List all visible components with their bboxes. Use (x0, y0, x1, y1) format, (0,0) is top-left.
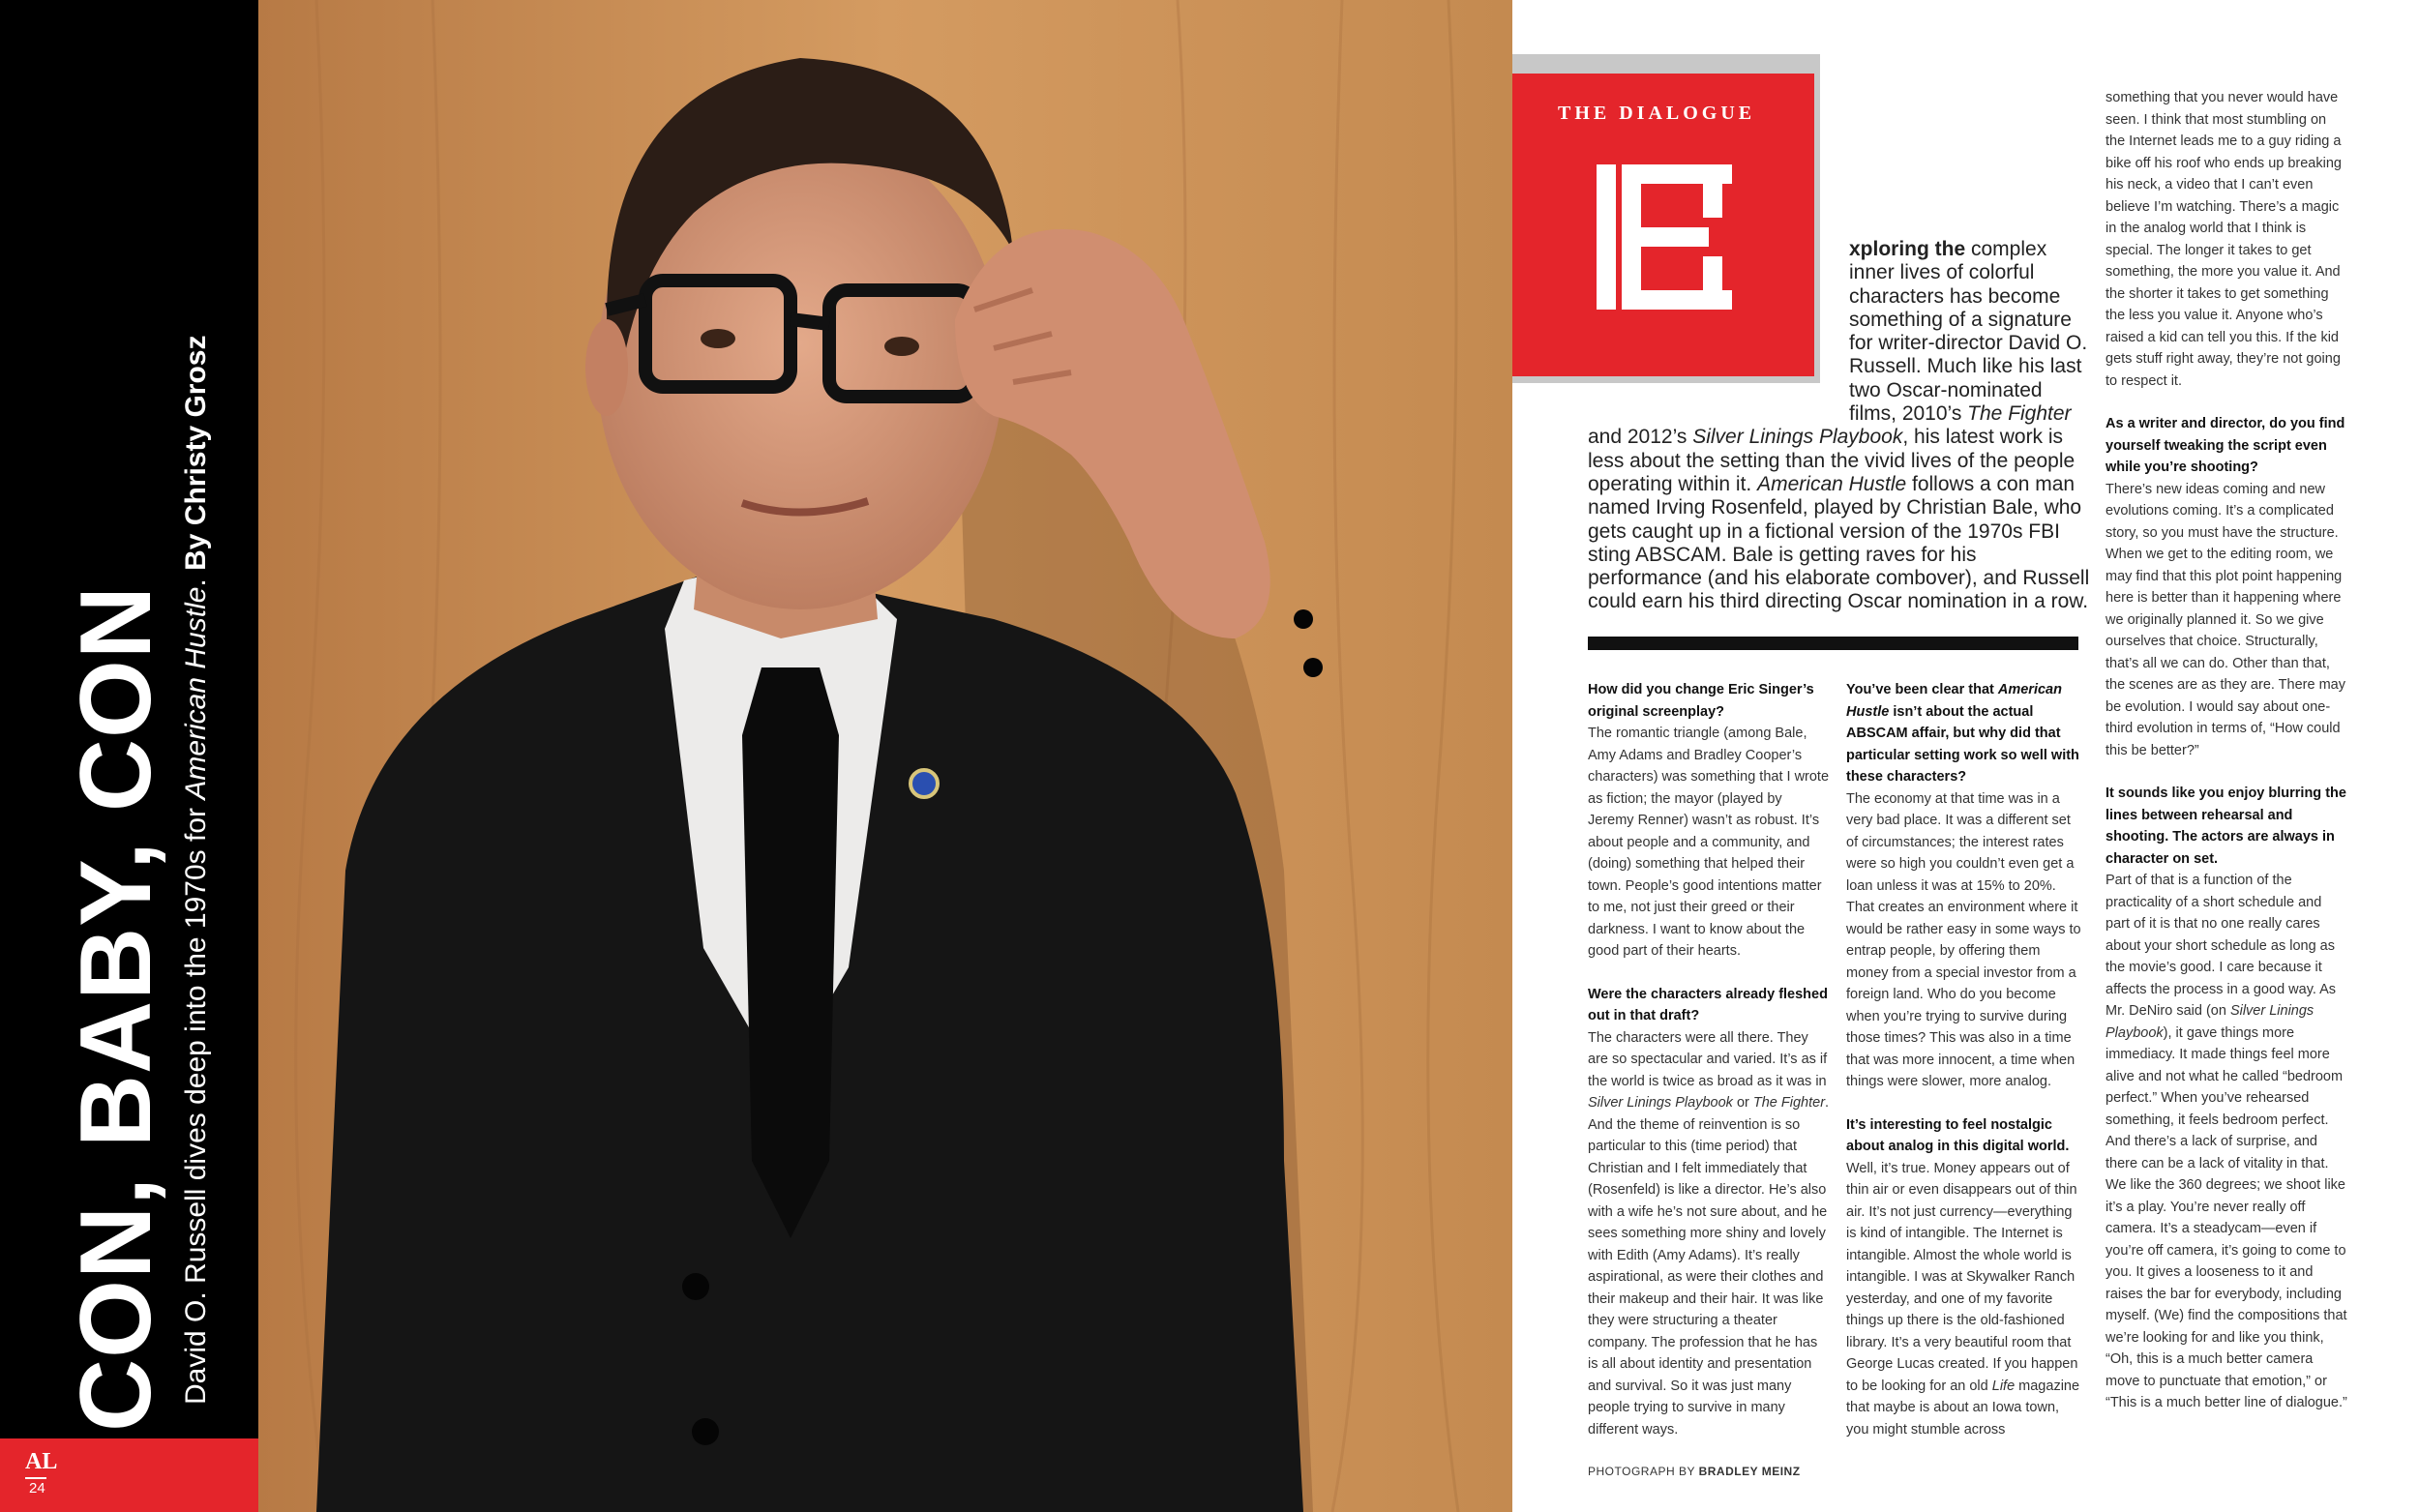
answer (2105, 870, 2347, 1414)
headline: CON, BABY, CON (60, 585, 172, 1432)
intro-film-title: Silver Linings Playbook (1692, 426, 1903, 449)
portrait-photo (258, 0, 1512, 1512)
answer (1588, 1027, 1830, 1441)
deck (182, 336, 211, 1406)
intro-lead-words: xploring the (1849, 238, 1966, 260)
deck-film-title: American Hustle (180, 586, 212, 800)
photo-credit (1588, 1465, 1801, 1478)
question: How did you change Eric Singer’s original screenplay? (1588, 682, 1814, 720)
intro-paragraph (1588, 238, 2091, 614)
intro-film-title: The Fighter (1967, 402, 2072, 426)
magazine-title: Life (1991, 1378, 2016, 1394)
intro-film-title: American Hustle (1757, 472, 1907, 495)
answer-text: ), it gave things more immediacy. It made things feel more alive and not what he called “bedroom perfect.” When you’ve rehearsed something, it feels bedroom perfect. And there’s a lack of surprise, and there can be a lack of vitality in that. We like the 360 degrees; we shoot like it’s a play. You’re never really off camera. It’s a steadycam—even if you’re off camera, it’s going to come to you. It gives a looseness to it and raises the bar for everybody, including myself. (We) find the compositions that we’re looking for and like you think, “Oh, this is a much better camera move to punctuate that emotion,” or “This is a much better line of dialogue.” (2105, 1024, 2347, 1410)
question-text: You’ve been clear that (1846, 682, 1998, 697)
photo-credit-label: PHOTOGRAPH BY (1588, 1465, 1699, 1478)
article-column-2 (1846, 679, 2082, 1462)
answer-text: . And the theme of reinvention is so particular to this (time period) that Christian and I felt immediately that (Rosenfeld) is like a director. He’s also with a wife he’s not sure about, and he sees something more shiny and lovely with Edith (Amy Adams). It’s really aspirational, as were their clothes and their makeup and their hair. It was like they were structuring a theater company. The profession that he has is all about identity and presentation and survival. So it was just many people trying to survive in many different ways. (1588, 1095, 1830, 1438)
film-title: The Fighter (1752, 1095, 1826, 1111)
answer: The economy at that time was in a very bad place. It was a different set of circumstances; the interest rates were so high you couldn’t even get a loan unless it was at 15% to 20%. That creates an environment where it would be rather easy in some ways to entrap people, by offering them money from a special investor from a foreign land. Who do you become when you’re trying to survive during those times? This was also in a time that was more innocent, a time when things were slower, more analog. (1846, 790, 2081, 1089)
byline: By Christy Grosz (180, 335, 212, 571)
deck-lead: David O. Russell dives deep into the 1970s for (180, 799, 212, 1405)
intro-text: , his latest work is less about the setting than the vivid lives of the people operating within it. (1588, 426, 2076, 495)
film-title: Silver Linings Playbook (2105, 1003, 2314, 1041)
page-number: 24 (29, 1480, 45, 1497)
deck-separator: . (180, 570, 212, 587)
article-column-1 (1588, 679, 1830, 1462)
intro-text: and 2012’s (1588, 426, 1693, 449)
question (1846, 679, 2082, 788)
answer-text: The characters were all there. They are so spectacular and varied. It’s as if the world is twice as broad as it was in (1588, 1029, 1828, 1089)
question-text: isn’t about the actual ABSCAM affair, but why did that particular setting work so well with these characters? (1846, 703, 2079, 785)
answer-text: magazine that maybe is about an Iowa town, you might stumble across (1846, 1378, 2080, 1438)
film-title: Silver Linings Playbook (1588, 1095, 1733, 1111)
answer-text: Well, it’s true. Money appears out of thin air or even disappears out of thin air. It’s not just currency—everything is kind of intangible. The Internet is intangible. Almost the whole world is intangible. I was at Skywalker Ranch yesterday, and one of my favorite things up there is the old-fashioned library. It’s a very beautiful room that George Lucas created. If you happen to be looking for an old (1846, 1160, 2078, 1394)
answer-text: or (1732, 1095, 1753, 1111)
answer-text: Part of that is a function of the practicality of a short schedule and part of it is that no one really cares about your short schedule as long as the movie’s good. I care because it affects the process in a good way. As Mr. DeNiro said (on (2105, 873, 2337, 1019)
question: It’s interesting to feel nostalgic about analog in this digital world. (1846, 1116, 2070, 1154)
magazine-logo: AL (25, 1449, 58, 1474)
section-rule (1588, 637, 2078, 650)
intro-text: follows a con man named Irving Rosenfeld, played by Christian Bale, who gets caught up in a fictional version of the 1970s FBI sting ABSCAM. Bale is getting raves for his performance (and his elaborate combover), and Russell could earn his third directing Oscar nomination in a row. (1588, 472, 2090, 613)
logo-rule (25, 1477, 46, 1479)
question: Were the characters already fleshed out in that draft? (1588, 986, 1828, 1023)
question: As a writer and director, do you find yourself tweaking the script even while you’re shooting? (2105, 416, 2345, 475)
article-column-3 (2105, 87, 2347, 1436)
photographer-name: BRADLEY MEINZ (1698, 1465, 1801, 1478)
answer: The romantic triangle (among Bale, Amy Adams and Bradley Cooper’s characters) was something that I wrote as fiction; the mayor (played by Jeremy Renner) wasn’t as robust. It’s about people and a community, and (doing) something that helped their town. People’s good intentions matter to me, not just their greed or their darkness. I want to know about the good part of their hearts. (1588, 726, 1830, 959)
question: It sounds like you enjoy blurring the lines between rehearsal and shooting. The actors are always in character on set. (2105, 786, 2346, 867)
answer: something that you never would have seen. I think that most stumbling on the Internet leads me to a guy riding a bike off his roof who ends up breaking his neck, a video that I can’t even believe I’m watching. There’s a magic in the analog world that I think is special. The longer it takes to get something, the more you value it. And the shorter it takes to get something the less you value it. Anyone who’s raised a kid can tell you this. If the kid gets stuff right away, they’re not going to respect it. (2105, 90, 2342, 389)
section-label: THE DIALOGUE (1558, 103, 1756, 124)
film-title: American Hustle (1846, 682, 2062, 720)
intro-text: complex inner lives of colorful characters has become something of a signature for writer-director David O. Russell. Much like his last two Oscar-nominated films, 2010’s (1849, 238, 2088, 426)
answer (1846, 1158, 2082, 1441)
answer: There’s new ideas coming and new evolutions coming. It’s a complicated story, so you must have the structure. When we get to the editing room, we may find that this plot point happening here is better than it happening where we originally planned it. So we give ourselves that choice. Structurally, that’s all we can do. Other than that, the scenes are as they are. There may be evolution. I would say about one-third evolution in terms of, “How could this be better?” (2105, 481, 2345, 758)
